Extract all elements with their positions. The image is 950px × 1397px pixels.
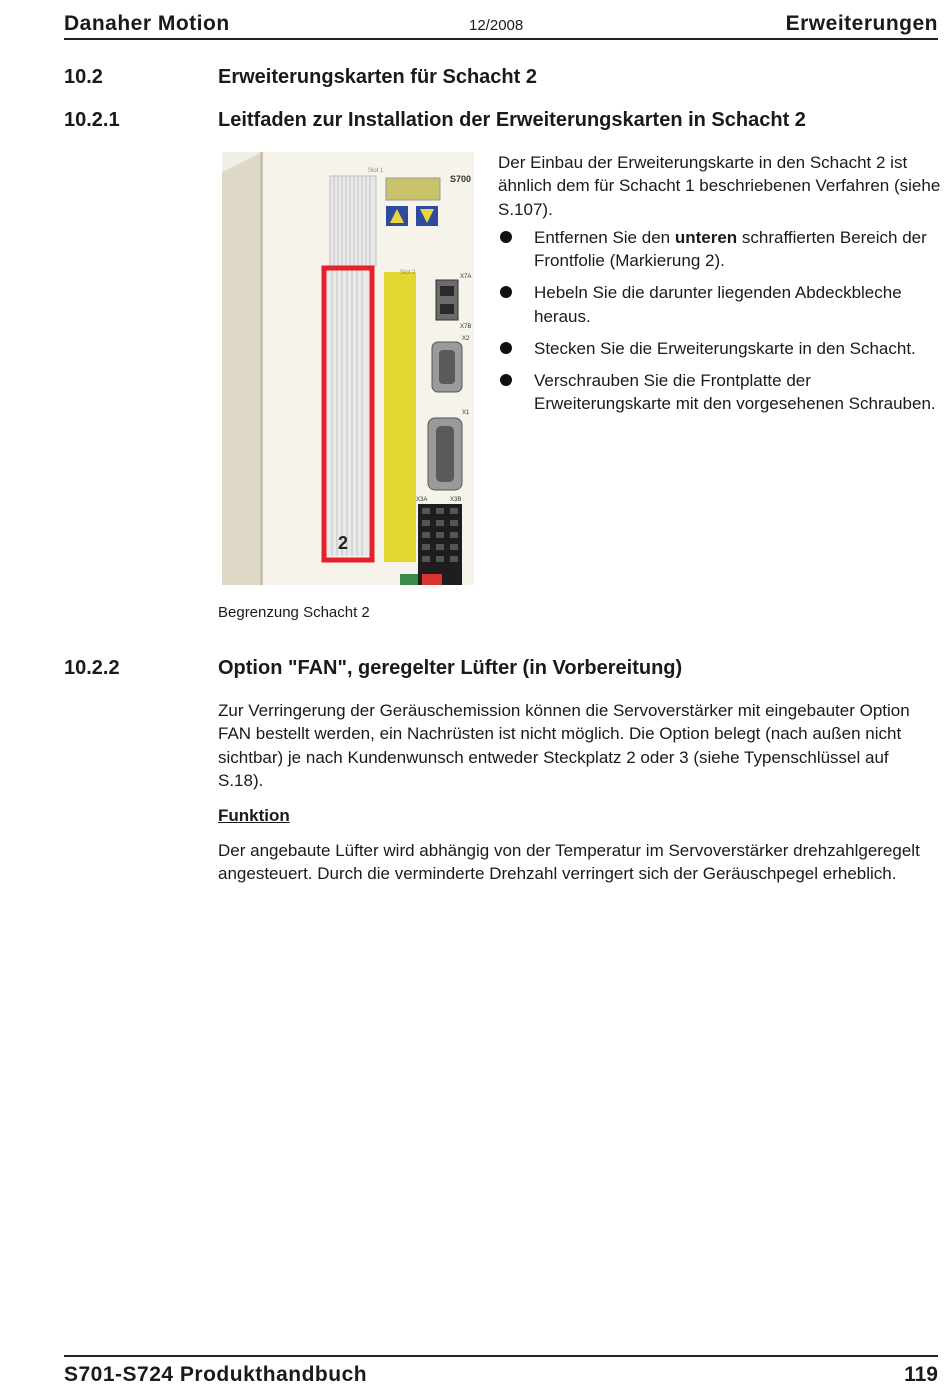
fan-paragraph: Zur Verringerung der Geräuschemission können die Servoverstärker mit eingebauter Option FAN bestellt werden, ein Nachrüsten ist nicht möglich. Die Option belegt (nach außen nicht sichtbar) je nach Kundenwunsch entweder Steckplatz 2 oder 3 (siehe Typenschlüssel auf S.18).	[218, 701, 910, 791]
page-footer	[64, 1355, 938, 1391]
section-title: Erweiterungskarten für Schacht 2	[218, 66, 537, 88]
x7a-label: X7A	[460, 274, 472, 280]
x3a-label: X3A	[416, 497, 428, 503]
section-title: Option "FAN", geregelter Lüfter (in Vorbereitung)	[218, 657, 683, 679]
list-item: Verschrauben Sie die Frontplatte der Erweiterungskarte mit den vorgesehenen Schrauben.	[498, 369, 938, 416]
bullet-icon	[500, 286, 512, 298]
page-header	[64, 10, 938, 40]
instruction-list	[498, 226, 938, 424]
list-item: Entfernen Sie den unteren schraffierten Bereich der Frontfolie (Markierung 2).	[498, 226, 938, 273]
section-number: 10.2.2	[64, 657, 120, 679]
marker-2: 2	[338, 533, 349, 553]
funktion-heading: Funktion	[218, 806, 290, 825]
slot-2-label: Slot 2	[400, 270, 416, 276]
bullet-icon	[500, 374, 512, 386]
header-company: Danaher Motion	[64, 12, 230, 35]
list-item: Hebeln Sie die darunter liegenden Abdeckbleche heraus.	[498, 281, 938, 328]
servo-amplifier-photo	[222, 152, 474, 585]
header-chapter: Erweiterungen	[785, 12, 938, 35]
section-title: Leitfaden zur Installation der Erweiterungskarten in Schacht 2	[218, 109, 806, 131]
x7b-label: X7B	[460, 324, 472, 330]
model-label: S700	[450, 174, 472, 184]
page-number: 119	[904, 1363, 938, 1386]
header-date: 12/2008	[469, 17, 524, 34]
footer-title: S701-S724 Produkthandbuch	[64, 1363, 368, 1386]
slot-1-label: Slot 1	[368, 168, 384, 174]
intro-paragraph: Der Einbau der Erweiterungskarte in den Schacht 2 ist ähnlich dem für Schacht 1 beschriebenen Verfahren (siehe S.107).	[498, 153, 941, 219]
bullet-icon	[500, 231, 512, 243]
x1-label: X1	[462, 410, 470, 416]
emphasis-text: unteren	[674, 228, 738, 247]
funktion-paragraph: Der angebaute Lüfter wird abhängig von der Temperatur im Servoverstärker drehzahlgeregelt angesteuert. Durch die verminderte Drehzahl verringert sich der Geräuschpegel erheblich.	[218, 841, 920, 884]
x2-label: X2	[462, 336, 470, 342]
section-number: 10.2.1	[64, 109, 120, 131]
list-item: Stecken Sie die Erweiterungskarte in den Schacht.	[498, 337, 938, 360]
x3b-label: X3B	[450, 497, 462, 503]
figure-caption: Begrenzung Schacht 2	[218, 604, 370, 621]
section-number: 10.2	[64, 66, 103, 88]
bullet-icon	[500, 342, 512, 354]
